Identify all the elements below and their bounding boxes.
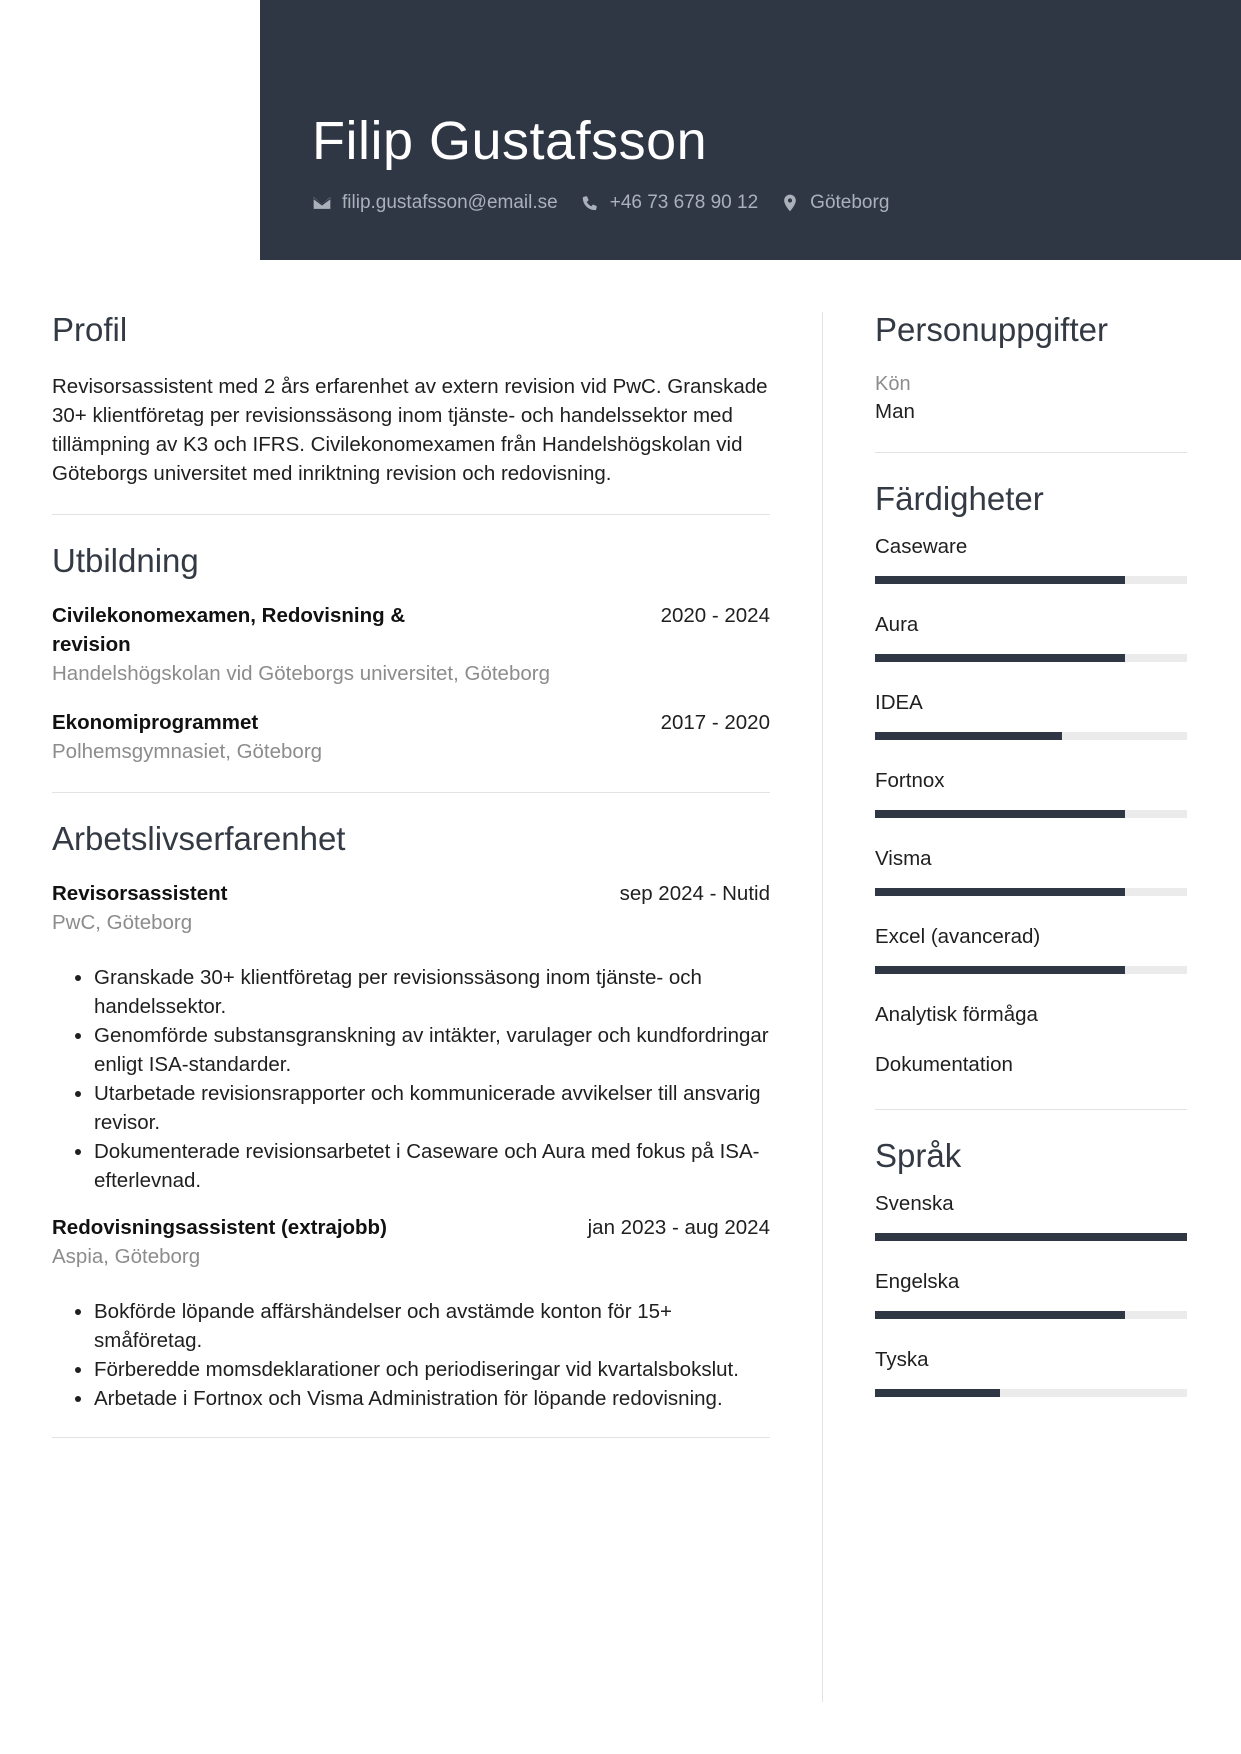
section-divider bbox=[52, 792, 770, 793]
header-banner bbox=[260, 0, 1241, 260]
job-bullets bbox=[52, 1297, 770, 1413]
languages-list bbox=[875, 1190, 1187, 1424]
job-bullets bbox=[52, 963, 770, 1195]
skill-label: Aura bbox=[875, 613, 919, 636]
language-level-bar bbox=[875, 1311, 1187, 1319]
sidebar-column bbox=[875, 310, 1187, 1424]
school-name: Handelshögskolan vid Göteborgs universitet, Göteborg bbox=[52, 662, 550, 685]
email-text: filip.gustafsson@email.se bbox=[342, 192, 558, 213]
list-item: • Granskade 30+ klientföretag per revisionssäsong inom tjänste- och handelssektor. bbox=[94, 963, 770, 1021]
candidate-name: Filip Gustafsson bbox=[312, 111, 708, 171]
map-pin-icon bbox=[780, 193, 800, 213]
section-title-personal: Personuppgifter bbox=[875, 311, 1108, 348]
skills-section bbox=[875, 479, 1187, 1101]
contact-phone[interactable] bbox=[580, 192, 758, 214]
language-item bbox=[875, 1346, 1187, 1424]
skill-level-bar bbox=[875, 888, 1187, 896]
section-title-languages: Språk bbox=[875, 1137, 962, 1174]
education-section bbox=[52, 541, 770, 766]
job-entry bbox=[52, 879, 770, 1195]
language-label: Svenska bbox=[875, 1192, 954, 1215]
skill-label: Caseware bbox=[875, 535, 968, 558]
education-entry bbox=[52, 708, 770, 766]
unrated-skills bbox=[875, 1001, 1187, 1101]
list-item: • Bokförde löpande affärshändelser och avstämde konton för 15+ småföretag. bbox=[94, 1297, 770, 1355]
job-role: Revisorsassistent bbox=[52, 882, 228, 905]
skill-level-bar bbox=[875, 810, 1187, 818]
language-level-fill bbox=[875, 1233, 1187, 1241]
skill-item-unrated: Analytisk förmåga bbox=[875, 1003, 1038, 1026]
gender-value: Man bbox=[875, 400, 915, 423]
list-item: • Utarbetade revisionsrapporter och kommunicerade avvikelser till ansvarig revisor. bbox=[94, 1079, 770, 1137]
skill-level-bar bbox=[875, 576, 1187, 584]
job-company: PwC, Göteborg bbox=[52, 911, 193, 934]
education-date: 2017 - 2020 bbox=[660, 711, 770, 734]
profile-section bbox=[52, 310, 770, 488]
section-title-skills: Färdigheter bbox=[875, 480, 1044, 517]
school-name: Polhemsgymnasiet, Göteborg bbox=[52, 740, 323, 763]
section-title-profile: Profil bbox=[52, 311, 128, 348]
gender-label: Kön bbox=[875, 373, 911, 395]
job-entry bbox=[52, 1213, 770, 1413]
location-text: Göteborg bbox=[810, 192, 890, 213]
skill-label: Fortnox bbox=[875, 769, 945, 792]
skill-level-bar bbox=[875, 654, 1187, 662]
section-divider bbox=[52, 514, 770, 515]
skill-item bbox=[875, 611, 1187, 689]
skill-item bbox=[875, 767, 1187, 845]
contact-email[interactable] bbox=[312, 192, 558, 214]
envelope-icon bbox=[312, 193, 332, 213]
skill-label: Visma bbox=[875, 847, 932, 870]
skill-item bbox=[875, 533, 1187, 611]
phone-text: +46 73 678 90 12 bbox=[609, 192, 759, 213]
skill-level-fill bbox=[875, 966, 1125, 974]
skill-level-fill bbox=[875, 888, 1125, 896]
skill-level-fill bbox=[875, 732, 1062, 740]
education-entry bbox=[52, 601, 770, 688]
job-company: Aspia, Göteborg bbox=[52, 1245, 201, 1268]
main-column bbox=[52, 310, 770, 1438]
degree-title: Ekonomiprogrammet bbox=[52, 711, 259, 734]
list-item: • Dokumenterade revisionsarbetet i Caseware och Aura med fokus på ISA-efterlevnad. bbox=[94, 1137, 770, 1195]
personal-section bbox=[875, 310, 1187, 426]
skill-label: Excel (avancerad) bbox=[875, 925, 1041, 948]
phone-icon bbox=[580, 193, 600, 213]
list-item: • Arbetade i Fortnox och Visma Administration för löpande redovisning. bbox=[94, 1384, 770, 1413]
section-title-education: Utbildning bbox=[52, 542, 199, 579]
job-date: sep 2024 - Nutid bbox=[619, 882, 770, 905]
language-level-bar bbox=[875, 1233, 1187, 1241]
language-level-fill bbox=[875, 1389, 1000, 1397]
degree-title: Civilekonomexamen, Redovisning & revision bbox=[52, 604, 406, 656]
education-date: 2020 - 2024 bbox=[660, 604, 770, 627]
language-label: Tyska bbox=[875, 1348, 929, 1371]
skill-level-fill bbox=[875, 654, 1125, 662]
skill-item bbox=[875, 689, 1187, 767]
language-label: Engelska bbox=[875, 1270, 960, 1293]
list-item: • Genomförde substansgranskning av intäkter, varulager och kundfordringar enligt ISA-standarder. bbox=[94, 1021, 770, 1079]
list-item: • Förberedde momsdeklarationer och periodiseringar vid kvartalsbokslut. bbox=[94, 1355, 770, 1384]
skills-list bbox=[875, 533, 1187, 1001]
section-divider bbox=[52, 1437, 770, 1438]
job-role: Redovisningsassistent (extrajobb) bbox=[52, 1216, 387, 1239]
skill-level-fill bbox=[875, 576, 1125, 584]
skill-item bbox=[875, 923, 1187, 1001]
contact-row bbox=[312, 192, 911, 214]
experience-section bbox=[52, 819, 770, 1413]
languages-section bbox=[875, 1136, 1187, 1424]
section-divider bbox=[875, 452, 1187, 453]
contact-location bbox=[780, 192, 889, 214]
skill-item-unrated: Dokumentation bbox=[875, 1053, 1013, 1076]
skill-label: IDEA bbox=[875, 691, 923, 714]
language-level-fill bbox=[875, 1311, 1125, 1319]
language-level-bar bbox=[875, 1389, 1187, 1397]
language-item bbox=[875, 1268, 1187, 1346]
column-divider bbox=[822, 312, 823, 1702]
skill-item bbox=[875, 845, 1187, 923]
skill-level-bar bbox=[875, 966, 1187, 974]
language-item bbox=[875, 1190, 1187, 1268]
skill-level-bar bbox=[875, 732, 1187, 740]
job-date: jan 2023 - aug 2024 bbox=[587, 1216, 770, 1239]
section-title-experience: Arbetslivserfarenhet bbox=[52, 820, 346, 857]
section-divider bbox=[875, 1109, 1187, 1110]
skill-level-fill bbox=[875, 810, 1125, 818]
profile-summary: Revisorsassistent med 2 års erfarenhet av extern revision vid PwC. Granskade 30+ klientföretag per revisionssäsong inom tjänste- och handelssektor med tillämpning av K3 och IFRS. Civilekonomexamen från Handelshögskolan vid Göteborgs universitet med inriktning revision och redovisning. bbox=[52, 375, 768, 485]
